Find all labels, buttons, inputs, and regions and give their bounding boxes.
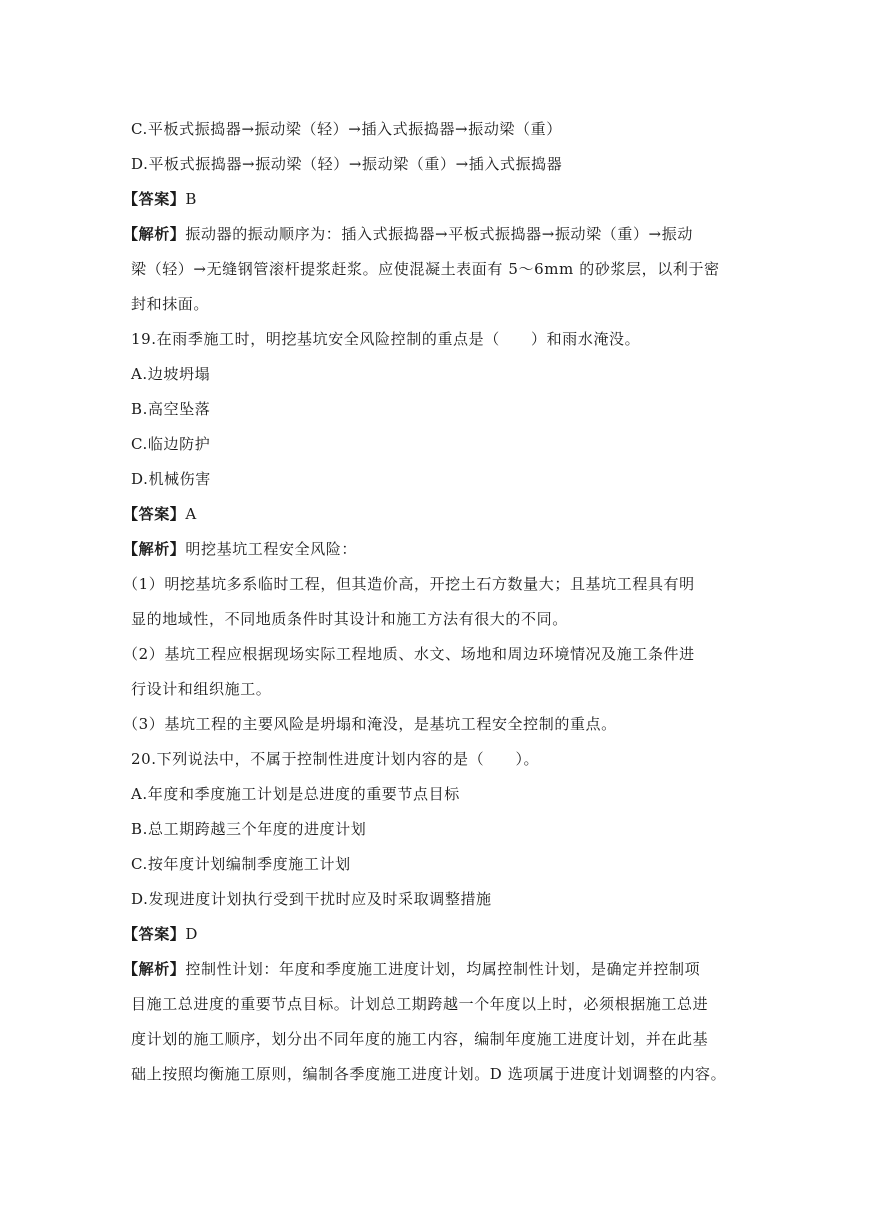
q19-analysis-intro bbox=[123, 539, 357, 559]
answer-value: A bbox=[185, 505, 197, 523]
q20-option-c: C.按年度计划编制季度施工计划 bbox=[131, 855, 351, 873]
analysis-text: 振动器的振动顺序为：插入式振捣器→平板式振捣器→振动梁（重）→振动 bbox=[185, 225, 693, 243]
answer-value: D bbox=[185, 925, 199, 943]
analysis-text: 明挖基坑工程安全风险： bbox=[185, 540, 358, 558]
q19-option-b: B.高空坠落 bbox=[131, 400, 211, 418]
q20-option-a: A.年度和季度施工计划是总进度的重要节点目标 bbox=[131, 785, 460, 803]
q20-analysis-line-1 bbox=[123, 959, 700, 979]
q19-question: 19.在雨季施工时，明挖基坑安全风险控制的重点是（ ）和雨水淹没。 bbox=[131, 330, 641, 348]
q19-point-1-line-1: （1）明挖基坑多系临时工程，但其造价高，开挖土石方数量大；且基坑工程具有明 bbox=[123, 575, 695, 593]
answer-value: B bbox=[185, 190, 198, 208]
answer-label: 【答案】 bbox=[123, 925, 186, 943]
analysis-label: 【解析】 bbox=[123, 225, 186, 243]
q19-point-3: （3）基坑工程的主要风险是坍塌和淹没，是基坑工程安全控制的重点。 bbox=[123, 715, 617, 733]
analysis-label: 【解析】 bbox=[123, 540, 186, 558]
q18-analysis-line-1 bbox=[123, 224, 693, 244]
q19-option-c: C.临边防护 bbox=[131, 435, 211, 453]
q20-question: 20.下列说法中，不属于控制性进度计划内容的是（ ）。 bbox=[131, 750, 540, 768]
answer-label: 【答案】 bbox=[123, 505, 186, 523]
q19-point-1-line-2: 显的地域性，不同地质条件时其设计和施工方法有很大的不同。 bbox=[131, 610, 568, 628]
q20-analysis-line-4: 础上按照均衡施工原则，编制各季度施工进度计划。D 选项属于进度计划调整的内容。 bbox=[131, 1065, 727, 1083]
q18-option-c: C.平板式振捣器→振动梁（轻）→插入式振捣器→振动梁（重） bbox=[131, 120, 562, 138]
q20-option-b: B.总工期跨越三个年度的进度计划 bbox=[131, 820, 367, 838]
q20-answer bbox=[123, 924, 198, 944]
q18-analysis-line-2: 梁（轻）→无缝钢管滚杆提浆赶浆。应使混凝土表面有 5～6mm 的砂浆层，以利于密 bbox=[131, 260, 720, 278]
q20-option-d: D.发现进度计划执行受到干扰时应及时采取调整措施 bbox=[131, 890, 492, 908]
q18-answer bbox=[123, 189, 197, 209]
q20-analysis-line-3: 度计划的施工顺序，划分出不同年度的施工内容，编制年度施工进度计划，并在此基 bbox=[131, 1030, 709, 1048]
q19-option-a: A.边坡坍塌 bbox=[131, 365, 211, 383]
q19-point-2-line-2: 行设计和组织施工。 bbox=[131, 680, 272, 698]
analysis-text: 控制性计划：年度和季度施工进度计划，均属控制性计划，是确定并控制项 bbox=[185, 960, 701, 978]
analysis-label: 【解析】 bbox=[123, 960, 186, 978]
q19-answer bbox=[123, 504, 197, 524]
q20-analysis-line-2: 目施工总进度的重要节点目标。计划总工期跨越一个年度以上时，必须根据施工总进 bbox=[131, 995, 709, 1013]
q18-analysis-line-3: 封和抹面。 bbox=[131, 295, 210, 313]
answer-label: 【答案】 bbox=[123, 190, 186, 208]
q18-option-d: D.平板式振捣器→振动梁（轻）→振动梁（重）→插入式振捣器 bbox=[131, 155, 563, 173]
q19-option-d: D.机械伤害 bbox=[131, 470, 211, 488]
q19-point-2-line-1: （2）基坑工程应根据现场实际工程地质、水文、场地和周边环境情况及施工条件进 bbox=[123, 645, 695, 663]
